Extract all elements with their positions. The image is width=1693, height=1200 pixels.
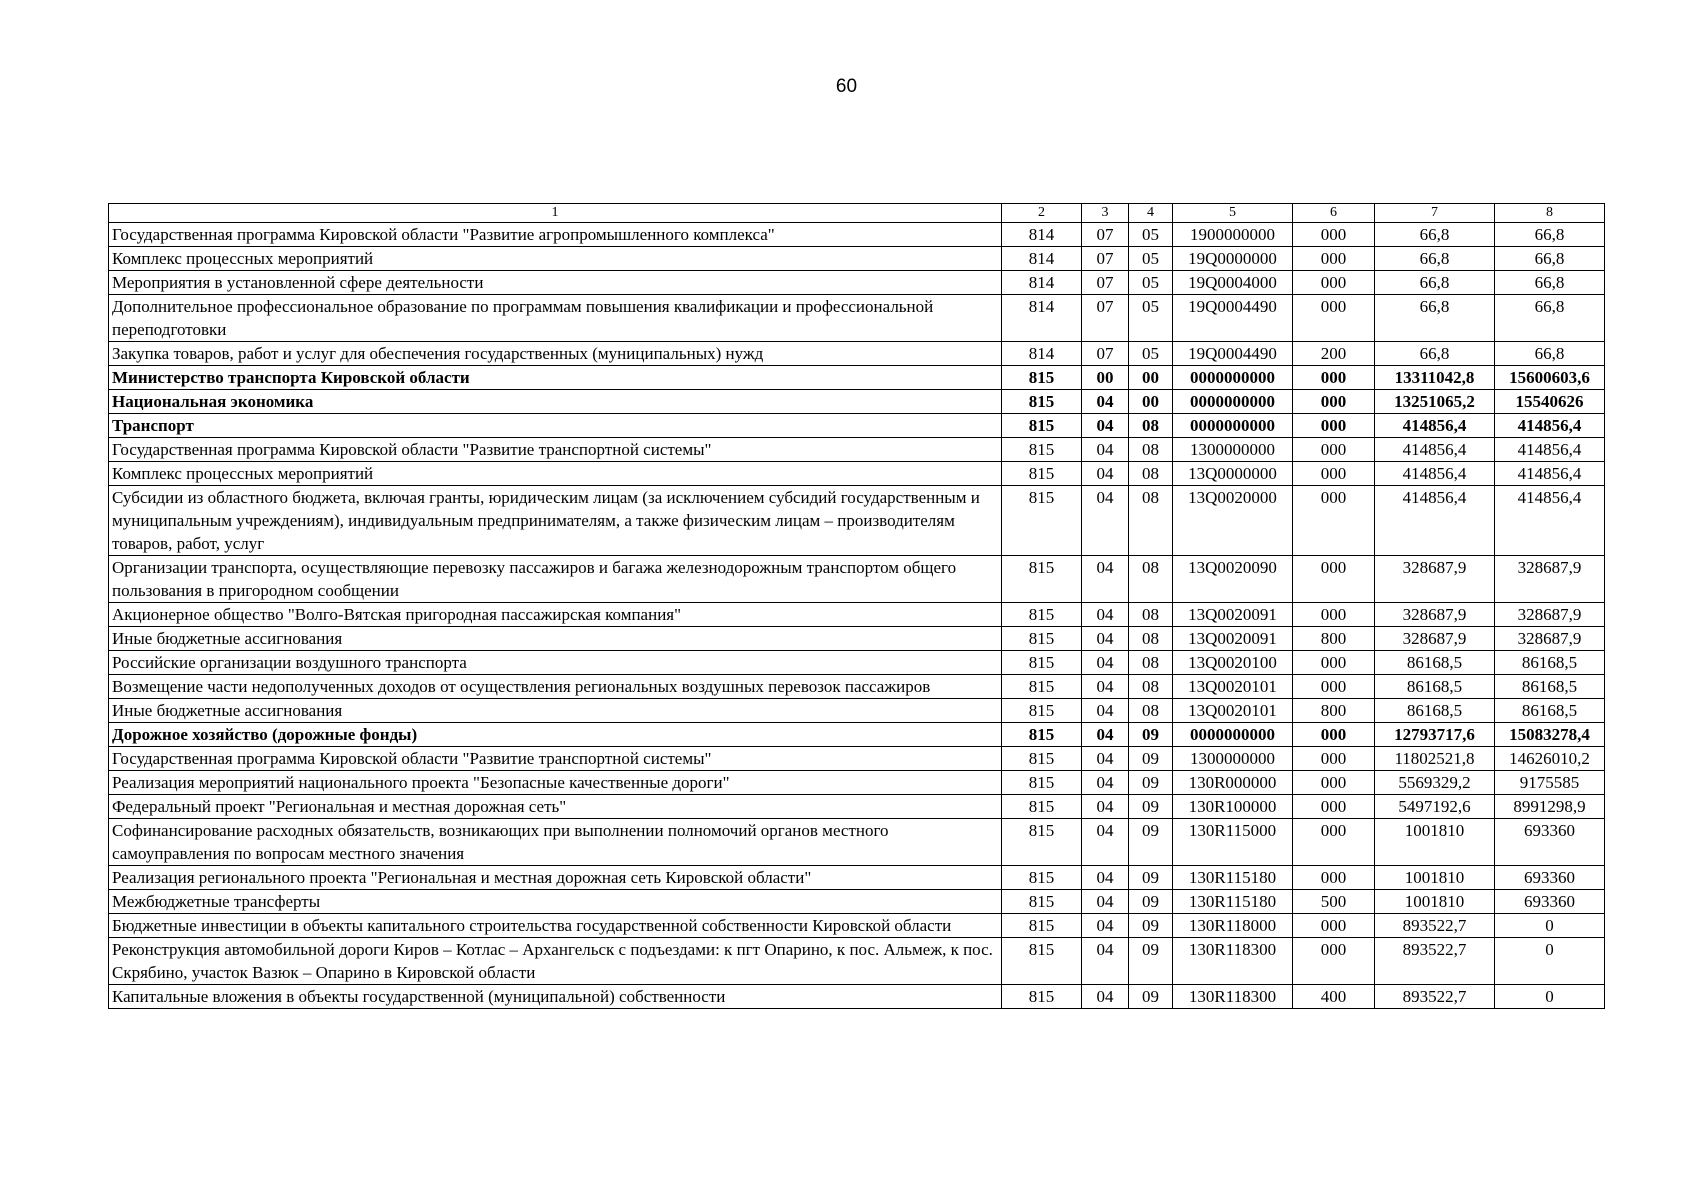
table-row [109,675,1605,699]
amount-col8-cell: 693360 [1495,866,1605,890]
amount-col8-cell: 86168,5 [1495,651,1605,675]
subsection-code-cell: 09 [1129,747,1173,771]
amount-col7-cell: 414856,4 [1375,438,1495,462]
target-article-cell: 130R115000 [1173,819,1293,866]
row-name-cell: Возмещение части недополученных доходов от осуществления региональных воздушных перевозок пассажиров [109,675,1002,699]
ministry-code-cell: 815 [1002,651,1082,675]
subsection-code-cell: 05 [1129,342,1173,366]
amount-col7-cell: 328687,9 [1375,603,1495,627]
expense-type-cell: 000 [1293,295,1375,342]
subsection-code-cell: 08 [1129,462,1173,486]
row-name-cell: Бюджетные инвестиции в объекты капитального строительства государственной собственности Кировской области [109,914,1002,938]
amount-col7-cell: 13251065,2 [1375,390,1495,414]
amount-col8-cell: 0 [1495,914,1605,938]
section-code-cell: 07 [1082,223,1129,247]
column-header: 6 [1293,204,1375,223]
amount-col7-cell: 893522,7 [1375,914,1495,938]
amount-col8-cell: 328687,9 [1495,603,1605,627]
table-row [109,295,1605,342]
row-name-cell: Комплекс процессных мероприятий [109,462,1002,486]
amount-col7-cell: 414856,4 [1375,486,1495,556]
column-header: 3 [1082,204,1129,223]
ministry-code-cell: 815 [1002,866,1082,890]
expense-type-cell: 000 [1293,438,1375,462]
section-code-cell: 04 [1082,914,1129,938]
section-code-cell: 04 [1082,747,1129,771]
subsection-code-cell: 09 [1129,985,1173,1009]
section-code-cell: 04 [1082,603,1129,627]
table-row [109,890,1605,914]
amount-col7-cell: 1001810 [1375,819,1495,866]
section-code-cell: 04 [1082,486,1129,556]
subsection-code-cell: 08 [1129,556,1173,603]
table-row [109,247,1605,271]
amount-col8-cell: 86168,5 [1495,675,1605,699]
amount-col7-cell: 11802521,8 [1375,747,1495,771]
row-name-cell: Иные бюджетные ассигнования [109,627,1002,651]
amount-col8-cell: 8991298,9 [1495,795,1605,819]
expense-type-cell: 000 [1293,723,1375,747]
section-code-cell: 04 [1082,723,1129,747]
ministry-code-cell: 814 [1002,271,1082,295]
expense-type-cell: 000 [1293,795,1375,819]
column-header: 7 [1375,204,1495,223]
subsection-code-cell: 08 [1129,486,1173,556]
target-article-cell: 19Q0004490 [1173,342,1293,366]
column-header: 4 [1129,204,1173,223]
row-name-cell: Российские организации воздушного транспорта [109,651,1002,675]
subsection-code-cell: 08 [1129,651,1173,675]
column-header: 1 [109,204,1002,223]
subsection-code-cell: 09 [1129,890,1173,914]
section-code-cell: 04 [1082,627,1129,651]
expense-type-cell: 000 [1293,914,1375,938]
section-code-cell: 07 [1082,295,1129,342]
ministry-code-cell: 815 [1002,985,1082,1009]
amount-col8-cell: 0 [1495,985,1605,1009]
target-article-cell: 13Q0020000 [1173,486,1293,556]
column-header: 5 [1173,204,1293,223]
amount-col8-cell: 66,8 [1495,295,1605,342]
table-row [109,651,1605,675]
row-name-cell: Иные бюджетные ассигнования [109,699,1002,723]
section-code-cell: 04 [1082,938,1129,985]
amount-col7-cell: 13311042,8 [1375,366,1495,390]
subsection-code-cell: 08 [1129,627,1173,651]
table-row [109,556,1605,603]
target-article-cell: 13Q0020091 [1173,627,1293,651]
table-row [109,366,1605,390]
subsection-code-cell: 00 [1129,390,1173,414]
expense-type-cell: 000 [1293,366,1375,390]
amount-col7-cell: 414856,4 [1375,462,1495,486]
section-code-cell: 04 [1082,699,1129,723]
expense-type-cell: 000 [1293,414,1375,438]
section-code-cell: 04 [1082,771,1129,795]
column-header: 2 [1002,204,1082,223]
table-row [109,819,1605,866]
subsection-code-cell: 09 [1129,795,1173,819]
row-name-cell: Мероприятия в установленной сфере деятельности [109,271,1002,295]
section-code-cell: 00 [1082,366,1129,390]
section-code-cell: 04 [1082,390,1129,414]
table-row [109,486,1605,556]
row-name-cell: Транспорт [109,414,1002,438]
subsection-code-cell: 09 [1129,819,1173,866]
target-article-cell: 19Q0000000 [1173,247,1293,271]
subsection-code-cell: 05 [1129,223,1173,247]
ministry-code-cell: 815 [1002,414,1082,438]
subsection-code-cell: 08 [1129,414,1173,438]
ministry-code-cell: 815 [1002,486,1082,556]
amount-col8-cell: 9175585 [1495,771,1605,795]
table-row [109,795,1605,819]
target-article-cell: 130R118000 [1173,914,1293,938]
target-article-cell: 13Q0000000 [1173,462,1293,486]
expense-type-cell: 000 [1293,866,1375,890]
ministry-code-cell: 814 [1002,223,1082,247]
target-article-cell: 0000000000 [1173,414,1293,438]
target-article-cell: 1900000000 [1173,223,1293,247]
amount-col8-cell: 86168,5 [1495,699,1605,723]
section-code-cell: 04 [1082,651,1129,675]
row-name-cell: Софинансирование расходных обязательств, возникающих при выполнении полномочий органов местного самоуправления по вопросам местного значения [109,819,1002,866]
subsection-code-cell: 05 [1129,247,1173,271]
target-article-cell: 0000000000 [1173,723,1293,747]
target-article-cell: 13Q0020100 [1173,651,1293,675]
target-article-cell: 1300000000 [1173,438,1293,462]
table-body [109,223,1605,1009]
ministry-code-cell: 814 [1002,247,1082,271]
table-row [109,938,1605,985]
target-article-cell: 0000000000 [1173,366,1293,390]
section-code-cell: 04 [1082,819,1129,866]
amount-col7-cell: 328687,9 [1375,556,1495,603]
target-article-cell: 130R115180 [1173,866,1293,890]
row-name-cell: Национальная экономика [109,390,1002,414]
subsection-code-cell: 08 [1129,675,1173,699]
amount-col7-cell: 66,8 [1375,295,1495,342]
table-header-row [109,204,1605,223]
amount-col7-cell: 5569329,2 [1375,771,1495,795]
subsection-code-cell: 05 [1129,295,1173,342]
target-article-cell: 130R118300 [1173,985,1293,1009]
table-row [109,723,1605,747]
row-name-cell: Закупка товаров, работ и услуг для обеспечения государственных (муниципальных) нужд [109,342,1002,366]
expense-type-cell: 000 [1293,390,1375,414]
ministry-code-cell: 814 [1002,342,1082,366]
ministry-code-cell: 815 [1002,699,1082,723]
target-article-cell: 130R118300 [1173,938,1293,985]
row-name-cell: Реализация мероприятий национального проекта "Безопасные качественные дороги" [109,771,1002,795]
target-article-cell: 13Q0020090 [1173,556,1293,603]
section-code-cell: 04 [1082,462,1129,486]
section-code-cell: 04 [1082,795,1129,819]
amount-col8-cell: 66,8 [1495,247,1605,271]
ministry-code-cell: 815 [1002,723,1082,747]
ministry-code-cell: 815 [1002,771,1082,795]
ministry-code-cell: 815 [1002,747,1082,771]
amount-col8-cell: 414856,4 [1495,462,1605,486]
row-name-cell: Государственная программа Кировской области "Развитие агропромышленного комплекса" [109,223,1002,247]
table-row [109,342,1605,366]
row-name-cell: Реализация регионального проекта "Региональная и местная дорожная сеть Кировской области" [109,866,1002,890]
amount-col8-cell: 66,8 [1495,271,1605,295]
amount-col7-cell: 66,8 [1375,342,1495,366]
expense-type-cell: 000 [1293,486,1375,556]
row-name-cell: Дорожное хозяйство (дорожные фонды) [109,723,1002,747]
expense-type-cell: 000 [1293,747,1375,771]
amount-col7-cell: 12793717,6 [1375,723,1495,747]
target-article-cell: 19Q0004490 [1173,295,1293,342]
amount-col7-cell: 893522,7 [1375,985,1495,1009]
subsection-code-cell: 08 [1129,438,1173,462]
row-name-cell: Капитальные вложения в объекты государственной (муниципальной) собственности [109,985,1002,1009]
ministry-code-cell: 815 [1002,795,1082,819]
amount-col8-cell: 693360 [1495,890,1605,914]
row-name-cell: Комплекс процессных мероприятий [109,247,1002,271]
subsection-code-cell: 09 [1129,914,1173,938]
ministry-code-cell: 815 [1002,938,1082,985]
expense-type-cell: 000 [1293,247,1375,271]
amount-col8-cell: 66,8 [1495,223,1605,247]
table-row [109,747,1605,771]
expense-type-cell: 000 [1293,556,1375,603]
amount-col8-cell: 693360 [1495,819,1605,866]
row-name-cell: Государственная программа Кировской области "Развитие транспортной системы" [109,747,1002,771]
section-code-cell: 07 [1082,271,1129,295]
subsection-code-cell: 09 [1129,771,1173,795]
expense-type-cell: 000 [1293,938,1375,985]
section-code-cell: 07 [1082,247,1129,271]
amount-col7-cell: 1001810 [1375,890,1495,914]
expense-type-cell: 000 [1293,771,1375,795]
section-code-cell: 07 [1082,342,1129,366]
section-code-cell: 04 [1082,985,1129,1009]
ministry-code-cell: 815 [1002,390,1082,414]
subsection-code-cell: 09 [1129,866,1173,890]
amount-col7-cell: 86168,5 [1375,675,1495,699]
section-code-cell: 04 [1082,438,1129,462]
amount-col8-cell: 328687,9 [1495,627,1605,651]
subsection-code-cell: 00 [1129,366,1173,390]
target-article-cell: 13Q0020091 [1173,603,1293,627]
ministry-code-cell: 815 [1002,627,1082,651]
table-row [109,914,1605,938]
expense-type-cell: 400 [1293,985,1375,1009]
table-row [109,223,1605,247]
amount-col8-cell: 66,8 [1495,342,1605,366]
row-name-cell: Дополнительное профессиональное образование по программам повышения квалификации и профессиональной переподготовки [109,295,1002,342]
subsection-code-cell: 08 [1129,699,1173,723]
ministry-code-cell: 815 [1002,438,1082,462]
ministry-code-cell: 815 [1002,675,1082,699]
ministry-code-cell: 815 [1002,603,1082,627]
ministry-code-cell: 815 [1002,366,1082,390]
row-name-cell: Реконструкция автомобильной дороги Киров – Котлас – Архангельск с подъездами: к пгт Опарино, к пос. Альмеж, к пос. Скрябино, участок Вазюк – Опарино в Кировской области [109,938,1002,985]
table-row [109,771,1605,795]
expense-type-cell: 500 [1293,890,1375,914]
row-name-cell: Организации транспорта, осуществляющие перевозку пассажиров и багажа железнодорожным транспортом общего пользования в пригородном сообщении [109,556,1002,603]
section-code-cell: 04 [1082,414,1129,438]
target-article-cell: 0000000000 [1173,390,1293,414]
amount-col7-cell: 328687,9 [1375,627,1495,651]
expense-type-cell: 000 [1293,462,1375,486]
amount-col8-cell: 414856,4 [1495,486,1605,556]
expense-type-cell: 800 [1293,699,1375,723]
table-row [109,603,1605,627]
amount-col8-cell: 14626010,2 [1495,747,1605,771]
row-name-cell: Федеральный проект "Региональная и местная дорожная сеть" [109,795,1002,819]
ministry-code-cell: 815 [1002,819,1082,866]
expense-type-cell: 800 [1293,627,1375,651]
target-article-cell: 130R100000 [1173,795,1293,819]
amount-col8-cell: 414856,4 [1495,438,1605,462]
section-code-cell: 04 [1082,890,1129,914]
page-number: 60 [835,76,858,97]
row-name-cell: Субсидии из областного бюджета, включая гранты, юридическим лицам (за исключением субсидий государственным и муниципальным учреждениям), индивидуальным предпринимателям, а также физическим лицам – производителям товаров, работ, услуг [109,486,1002,556]
row-name-cell: Министерство транспорта Кировской области [109,366,1002,390]
amount-col7-cell: 86168,5 [1375,651,1495,675]
amount-col7-cell: 66,8 [1375,247,1495,271]
expense-type-cell: 000 [1293,271,1375,295]
target-article-cell: 13Q0020101 [1173,675,1293,699]
target-article-cell: 19Q0004000 [1173,271,1293,295]
expense-type-cell: 000 [1293,651,1375,675]
amount-col7-cell: 893522,7 [1375,938,1495,985]
expense-type-cell: 000 [1293,223,1375,247]
section-code-cell: 04 [1082,556,1129,603]
section-code-cell: 04 [1082,866,1129,890]
table-row [109,271,1605,295]
table-row [109,438,1605,462]
amount-col8-cell: 15083278,4 [1495,723,1605,747]
amount-col7-cell: 414856,4 [1375,414,1495,438]
subsection-code-cell: 05 [1129,271,1173,295]
amount-col7-cell: 5497192,6 [1375,795,1495,819]
subsection-code-cell: 08 [1129,603,1173,627]
expense-type-cell: 200 [1293,342,1375,366]
amount-col7-cell: 1001810 [1375,866,1495,890]
row-name-cell: Межбюджетные трансферты [109,890,1002,914]
subsection-code-cell: 09 [1129,938,1173,985]
expense-type-cell: 000 [1293,819,1375,866]
table-row [109,627,1605,651]
amount-col7-cell: 86168,5 [1375,699,1495,723]
target-article-cell: 130R000000 [1173,771,1293,795]
expense-type-cell: 000 [1293,675,1375,699]
amount-col8-cell: 414856,4 [1495,414,1605,438]
target-article-cell: 130R115180 [1173,890,1293,914]
amount-col8-cell: 0 [1495,938,1605,985]
ministry-code-cell: 815 [1002,462,1082,486]
amount-col8-cell: 328687,9 [1495,556,1605,603]
ministry-code-cell: 815 [1002,890,1082,914]
table-row [109,699,1605,723]
expense-type-cell: 000 [1293,603,1375,627]
table-row [109,985,1605,1009]
table-row [109,414,1605,438]
table-row [109,462,1605,486]
amount-col7-cell: 66,8 [1375,271,1495,295]
budget-table [108,203,1605,1009]
target-article-cell: 1300000000 [1173,747,1293,771]
ministry-code-cell: 815 [1002,556,1082,603]
table-row [109,866,1605,890]
target-article-cell: 13Q0020101 [1173,699,1293,723]
ministry-code-cell: 815 [1002,914,1082,938]
row-name-cell: Акционерное общество "Волго-Вятская пригородная пассажирская компания" [109,603,1002,627]
row-name-cell: Государственная программа Кировской области "Развитие транспортной системы" [109,438,1002,462]
subsection-code-cell: 09 [1129,723,1173,747]
column-header: 8 [1495,204,1605,223]
section-code-cell: 04 [1082,675,1129,699]
amount-col7-cell: 66,8 [1375,223,1495,247]
table-row [109,390,1605,414]
ministry-code-cell: 814 [1002,295,1082,342]
amount-col8-cell: 15600603,6 [1495,366,1605,390]
amount-col8-cell: 15540626 [1495,390,1605,414]
